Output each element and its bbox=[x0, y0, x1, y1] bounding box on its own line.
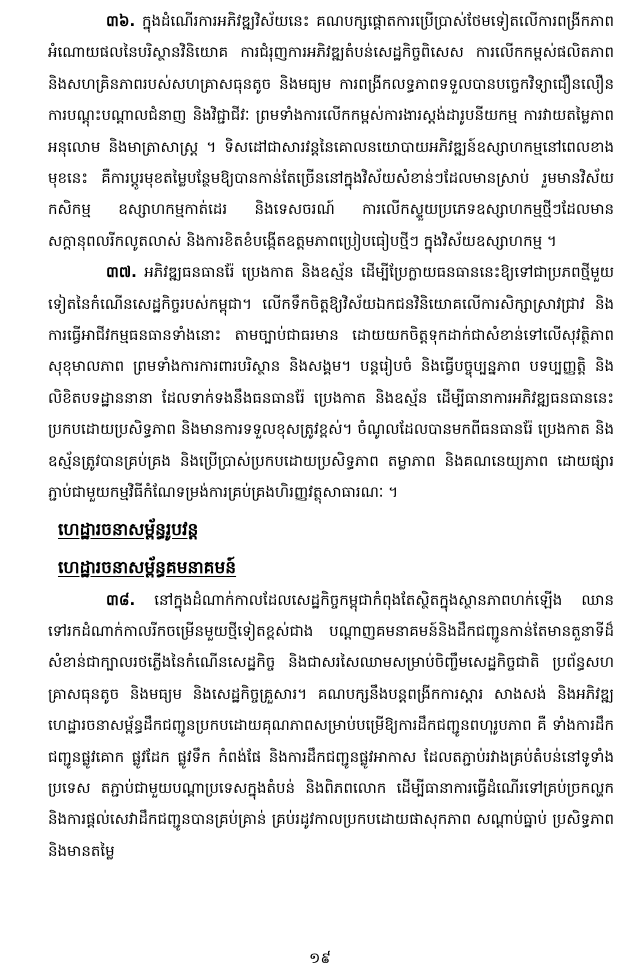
paragraph-text: នៅក្នុងដំណាក់កាលដែលសេដ្ឋកិច្ចកម្ពុជាកំពុងតែស្ថិតក្នុងស្ថានភាពហក់ឡើង ឈានទៅរកដំណាក់កាលរីកចម្រើនមួយថ្មីទៀតខ្ពស់ជាង បណ្តាញគមនាគមន៍និងដឹកជញ្ជូនកាន់តែមានតួនាទីដ៏សំខាន់ជាក្បាលរថភ្លើងនៃកំណើនសេដ្ឋកិច្ច និងជាសរសៃឈាមសម្រាប់ចិញ្ចឹមសេដ្ឋកិច្ចជាតិ ប្រព័ន្ធសហគ្រាសធុនតូច និងមធ្យម និងសេដ្ឋកិច្ចគ្រួសារ។ គណបក្សនឹងបន្តពង្រីកការស្តារ សាងសង់ និងអភិវឌ្ឍហេដ្ឋារចនាសម្ព័ន្ធដឹកជញ្ជូនប្រកបដោយគុណភាពសម្រាប់បម្រើឱ្យការដឹកជញ្ជូនពហុរូបភាព គឺ ទាំងការដឹកជញ្ជូនផ្លូវគោក ផ្លូវដែក ផ្លូវទឹក កំពង់ផែ និងការដឹកជញ្ជូនផ្លូវអាកាស ដែលតភ្ជាប់រវាងគ្រប់តំបន់នៅទូទាំងប្រទេស តភ្ជាប់ជាមួយបណ្តាប្រទេសក្នុងតំបន់ និងពិភពលោក ដើម្បីធានាការធ្វើដំណើរទៅគ្រប់ច្រកល្ហក និងការផ្តល់សេវាដឹកជញ្ជូនបានគ្រប់គ្រាន់ គ្រប់រដូវកាលប្រកបដោយផាសុកភាព សណ្តាប់ធ្នាប់ ប្រសិទ្ធភាព និងមានតម្លៃ bbox=[48, 590, 614, 860]
section-heading-transport-infrastructure: ហេដ្ឋារចនាសម្ព័ន្ធគមនាគមន៍ bbox=[58, 557, 237, 578]
paragraph-number: ៣៦. bbox=[106, 12, 136, 30]
paragraph-36 bbox=[48, 6, 614, 257]
page-number: ១៩ bbox=[309, 949, 331, 967]
paragraph-37 bbox=[48, 257, 614, 508]
paragraph-38 bbox=[48, 585, 614, 868]
paragraph-text: អភិវឌ្ឍធនធានរ៉ែ ប្រេងកាត និងឧស្ម័ន ដើម្បីប្រែក្លាយធនធាននេះឱ្យទៅជាប្រភពថ្មីមួយទៀតនៃកំណើនសេដ្ឋកិច្ចរបស់កម្ពុជា។ លើកទឹកចិត្តឱ្យវិស័យឯកជនវិនិយោគលើការសិក្សាស្រាវជ្រាវ និងការធ្វើអាជីវកម្មធនធានទាំងនោះ តាមច្បាប់ជាធរមាន ដោយយកចិត្តទុកដាក់ជាសំខាន់ទៅលើសុវត្ថិភាព សុខុមាលភាព ព្រមទាំងការការពារបរិស្ថាន និងសង្គម។ បន្តរៀបចំ និងធ្វើបច្ចុប្បន្នភាព បទប្បញ្ញត្តិ និងលិខិតបទដ្ឋាននានា ដែលទាក់ទងនឹងធនធានរ៉ែ ប្រេងកាត និងឧស្ម័ន ដើម្បីធានាការអភិវឌ្ឍធនធាននេះប្រកបដោយប្រសិទ្ធភាព និងមានការទទួលខុសត្រូវខ្ពស់។ ចំណូលដែលបានមកពីធនធានរ៉ែ ប្រេងកាត និងឧស្ម័នត្រូវបានគ្រប់គ្រង និងប្រើប្រាស់ប្រកបដោយប្រសិទ្ធភាព តម្លាភាព និងគណនេយ្យភាព ដោយផ្សារភ្ជាប់ជាមួយកម្មវិធីកំណែទម្រង់ការគ្រប់គ្រងហិរញ្ញវត្ថុសាធារណៈ ។ bbox=[48, 263, 614, 502]
section-heading-physical-infrastructure: ហេដ្ឋារចនាសម្ព័ន្ធរូបវន្ត bbox=[58, 519, 199, 540]
document-page bbox=[48, 6, 614, 926]
paragraph-number: ៣៧. bbox=[106, 263, 137, 282]
paragraph-text: ក្នុងដំណើរការអភិវឌ្ឍវិស័យនេះ គណបក្សផ្តោតការប្រើប្រាស់ថែមទៀតលើការពង្រីកភាពអំណោយផលនៃបរិស្ថានវិនិយោគ ការជំរុញការអភិវឌ្ឍតំបន់សេដ្ឋកិច្ចពិសេស ការលើកកម្ពស់ផលិតភាព និងសហគ្រិនភាពរបស់សហគ្រាសធុនតូច និងមធ្យម ការពង្រីកលទ្ធភាពទទួលបានបច្ចេកវិទ្យាជឿនលឿន ការបណ្តុះបណ្តាលជំនាញ និងវិជ្ជាជីវៈ ព្រមទាំងការលើកកម្ពស់ការងារស្តង់ដារូបនីយកម្ម ការវាយតម្លៃភាពអនុលោម និងមាត្រាសាស្ត្រ ។ ទិសដៅជាសារវន្តនៃគោលនយោបាយអភិវឌ្ឍន៍ឧស្សាហកម្មនៅពេលខាងមុខនេះ គឺការប្តូរមុខតម្លៃបន្ថែមឱ្យបានកាន់តែច្រើននៅក្នុងវិស័យសំខាន់ៗដែលមានស្រាប់ រួមមានវិស័យកសិកម្ម ឧស្សាហកម្មកាត់ដេរ និងទេសចរណ៍ ការលើកស្ទួយប្រភេទឧស្សាហកម្មថ្មីៗដែលមានសក្តានុពលរីកលូតលាស់ និងការខិតខំបង្កើតឧត្តមភាពប្រៀបធៀបថ្មីៗ ក្នុងវិស័យឧស្សាហកម្ម ។ bbox=[48, 12, 614, 250]
paragraph-number: ៣៨. bbox=[106, 590, 136, 609]
